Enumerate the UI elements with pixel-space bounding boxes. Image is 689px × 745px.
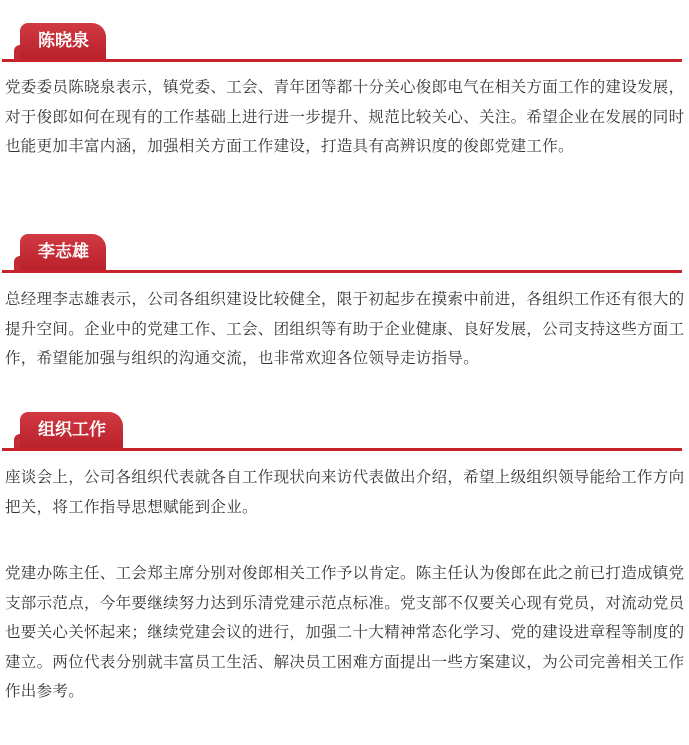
paragraph-li: 总经理李志雄表示，公司各组织建设比较健全，限于初起步在摸索中前进，各组织工作还有很大的提升空间。企业中的党建工作、工会、团组织等有助于企业健康、良好发展，公司支持这些方面工作，希望能加强与组织的沟通交流，也非常欢迎各位领导走访指导。	[5, 290, 685, 367]
paragraph-org-detail: 党建办陈主任、工会郑主席分别对俊郎相关工作予以肯定。陈主任认为俊郎在此之前已打造成镇党支部示范点，今年要继续努力达到乐清党建示范点标准。党支部不仅要关心现有党员，对流动党员也要关心关怀起来；继续党建会议的进行，加强二十大精神常态化学习、党的建设进章程等制度的建立。两位代表分别就丰富员工生活、解决员工困难方面提出一些方案建议，为公司完善相关工作作出参考。	[5, 564, 685, 700]
section-divider	[2, 59, 682, 62]
section-title-tab: 组织工作	[20, 412, 123, 450]
section-divider	[2, 448, 682, 451]
section-header-chen	[0, 23, 682, 63]
paragraph-chen: 党委委员陈晓泉表示，镇党委、工会、青年团等都十分关心俊郎电气在相关方面工作的建设发展，对于俊郎如何在现有的工作基础上进行进一步提升、规范比较关心、关注。希望企业在发展的同时也能更加丰富内涵，加强相关方面工作建设，打造具有高辨识度的俊郎党建工作。	[5, 78, 685, 155]
section-divider	[2, 270, 682, 273]
section-title-tab: 李志雄	[20, 234, 106, 272]
section-header-org	[0, 412, 682, 452]
section-title-tab: 陈晓泉	[20, 23, 106, 61]
paragraph-org-intro: 座谈会上，公司各组织代表就各自工作现状向来访代表做出介绍，希望上级组织领导能给工作方向把关，将工作指导思想赋能到企业。	[5, 468, 685, 516]
section-header-li	[0, 234, 682, 274]
